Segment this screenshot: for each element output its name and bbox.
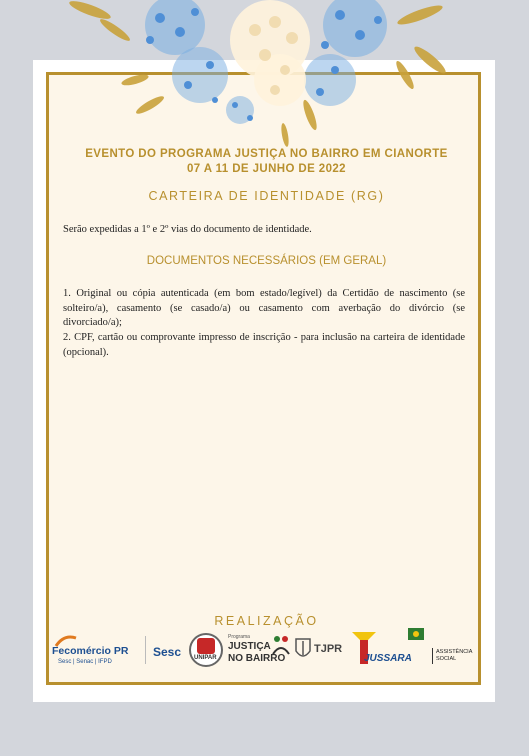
justica-line2: NO BAIRRO	[228, 653, 286, 664]
sesc-logo: Sesc	[153, 645, 182, 659]
flag-icon	[408, 628, 424, 640]
realizacao-heading: REALIZAÇÃO	[214, 614, 319, 628]
section-title: DOCUMENTOS NECESSÁRIOS (EM GERAL)	[146, 255, 387, 267]
tjpr-crest-icon	[294, 637, 312, 661]
logo-divider	[432, 648, 433, 664]
jussara-name: JUSSARA	[364, 653, 412, 664]
justica-no-bairro-logo	[226, 634, 292, 668]
fecomercio-logo	[52, 634, 140, 670]
justica-line1: JUSTIÇA	[228, 641, 271, 652]
assistencia-line1: ASSISTÊNCIA	[436, 649, 473, 655]
assistencia-social-logo	[436, 649, 482, 665]
requirement-item-2: 2. CPF, cartão ou comprovante impresso de inscrição - para inclusão na carteira de identidade (opcional).	[63, 332, 465, 358]
unipar-name: UNIPAR	[194, 655, 217, 661]
flower-bouquet-illustration	[60, 0, 460, 150]
event-title-line2: 07 A 11 DE JUNHO DE 2022	[187, 163, 346, 175]
tjpr-name: TJPR	[314, 643, 343, 655]
assistencia-line2: SOCIAL	[436, 656, 457, 662]
logo-divider	[145, 636, 146, 664]
fecomercio-sub: Sesc | Senac | IFPD	[58, 659, 112, 665]
justica-small: Programa	[228, 634, 250, 640]
intro-text: Serão expedidas a 1º e 2º vias do documento de identidade.	[63, 224, 312, 235]
family-icon	[270, 634, 292, 656]
requirement-item-1: 1. Original ou cópia autenticada (em bom estado/legível) da Certidão de nascimento (se solteiro/a), casamento (se casado/a) ou casamento com averbação do divórcio (se divorciado/a);	[63, 288, 465, 329]
fecomercio-name: Fecomércio PR	[52, 645, 129, 657]
sponsor-logos	[52, 628, 482, 670]
unipar-logo	[189, 633, 223, 667]
event-title-line1: EVENTO DO PROGRAMA JUSTIÇA NO BAIRRO EM CIANORTE	[85, 148, 448, 160]
tjpr-logo	[294, 637, 344, 667]
jussara-logo	[350, 628, 426, 670]
document-title: CARTEIRA DE IDENTIDADE (RG)	[148, 189, 385, 203]
unipar-emblem-icon	[197, 638, 215, 654]
